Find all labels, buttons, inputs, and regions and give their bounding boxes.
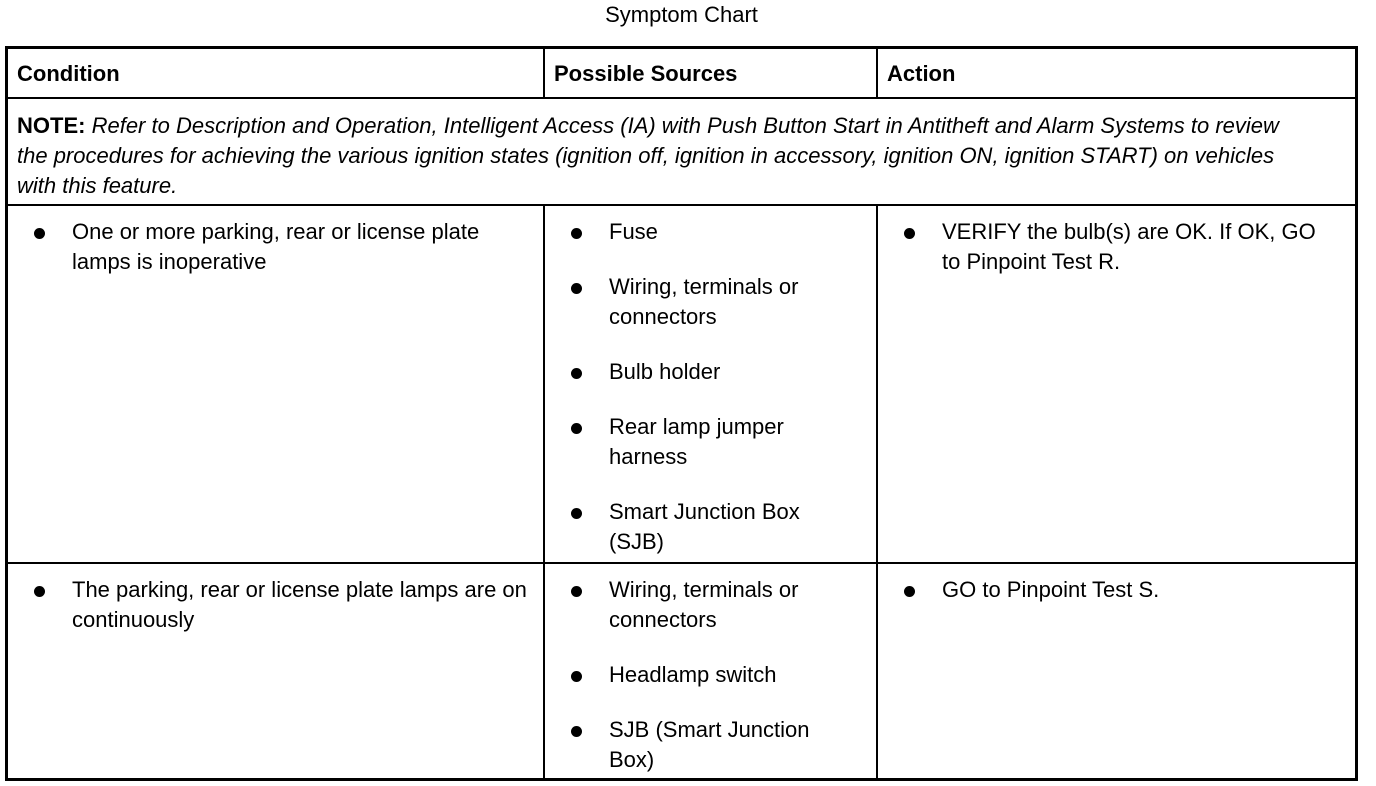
note-body: Refer to Description and Operation, Intelligent Access (IA) with Push Button Start in Antitheft and Alarm Systems to review the procedures for achieving the various ignition states (ignition off, ignition in accessory, ignition ON, ignition START) on vehicles with this feature. <box>17 113 1279 198</box>
action-item <box>884 217 1335 277</box>
action-cell <box>878 564 1355 781</box>
condition-cell <box>8 564 545 781</box>
condition-list <box>14 575 533 635</box>
table-row <box>8 564 1355 781</box>
action-item <box>884 575 1335 605</box>
action-text: GO to Pinpoint Test S. <box>942 577 1160 602</box>
bullet-icon <box>571 508 582 519</box>
source-item <box>551 412 856 472</box>
table-row <box>8 206 1355 564</box>
source-item <box>551 357 856 387</box>
note-text <box>17 111 1295 201</box>
source-item <box>551 715 856 775</box>
action-cell <box>878 206 1355 562</box>
source-item <box>551 660 856 690</box>
note-label: NOTE: <box>17 113 86 138</box>
header-cell-sources <box>545 49 878 97</box>
source-item <box>551 497 856 557</box>
bullet-icon <box>571 228 582 239</box>
source-text: Bulb holder <box>609 359 721 384</box>
bullet-icon <box>904 586 915 597</box>
header-condition: Condition <box>17 61 120 86</box>
source-text: Rear lamp jumper harness <box>609 414 784 469</box>
source-text: Wiring, terminals or connectors <box>609 274 799 329</box>
action-list <box>884 217 1335 277</box>
condition-item <box>14 217 533 277</box>
source-text: Wiring, terminals or connectors <box>609 577 799 632</box>
source-item <box>551 217 856 247</box>
bullet-icon <box>571 423 582 434</box>
header-row <box>8 49 1355 99</box>
bullet-icon <box>34 228 45 239</box>
condition-item <box>14 575 533 635</box>
chart-title: Symptom Chart <box>605 2 758 27</box>
source-item <box>551 272 856 332</box>
symptom-chart-table <box>5 46 1358 781</box>
condition-cell <box>8 206 545 562</box>
bullet-icon <box>571 726 582 737</box>
sources-cell <box>545 206 878 562</box>
sources-list <box>551 575 856 775</box>
bullet-icon <box>904 228 915 239</box>
action-text: VERIFY the bulb(s) are OK. If OK, GO to Pinpoint Test R. <box>942 219 1316 274</box>
header-cell-action <box>878 49 1355 97</box>
source-text: Fuse <box>609 219 658 244</box>
condition-text: The parking, rear or license plate lamps are on continuously <box>72 577 527 632</box>
action-list <box>884 575 1335 605</box>
header-possible-sources: Possible Sources <box>554 61 738 86</box>
source-item <box>551 575 856 635</box>
condition-text: One or more parking, rear or license plate lamps is inoperative <box>72 219 480 274</box>
condition-list <box>14 217 533 277</box>
source-text: Headlamp switch <box>609 662 777 687</box>
bullet-icon <box>571 671 582 682</box>
header-action: Action <box>887 61 956 86</box>
note-row <box>8 99 1355 206</box>
bullet-icon <box>34 586 45 597</box>
source-text: Smart Junction Box (SJB) <box>609 499 800 554</box>
sources-list <box>551 217 856 557</box>
bullet-icon <box>571 586 582 597</box>
sources-cell <box>545 564 878 781</box>
bullet-icon <box>571 283 582 294</box>
header-cell-condition <box>8 49 545 97</box>
bullet-icon <box>571 368 582 379</box>
source-text: SJB (Smart Junction Box) <box>609 717 810 772</box>
